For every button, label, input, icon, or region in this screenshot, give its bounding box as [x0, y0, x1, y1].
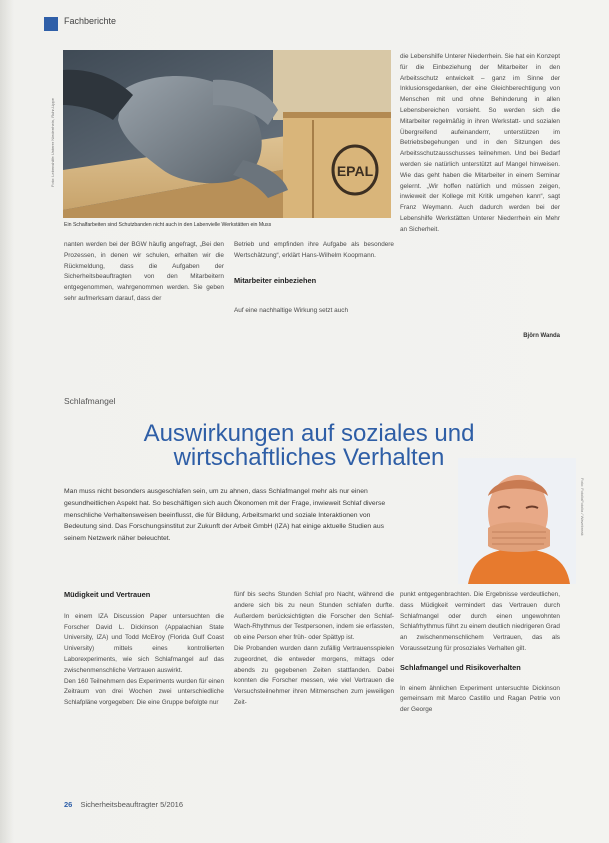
photo-credit-man: Foto: FotoliaFotolia / Wavebreak [580, 478, 585, 536]
pallet-gloves-illustration [63, 50, 391, 218]
col3-text: punkt entgegenbrachten. Die Ergebnisse verdeutlichen, dass Müdigkeit vermindert das Vertrauen durch Schlafmangel oder durch einen ungewohnten Schlafrhythmus führt zu einem deutlich niedrigeren Grad an zwischenmenschlichem Vertrauen, das als Voraussetzung für prosoziales Verhalten gilt. [400, 591, 560, 652]
col3-after: In einem ähnlichen Experiment untersuchte Dickinson gemeinsam mit Marco Castillo und Ragan Petrie von der George [400, 684, 560, 714]
page-footer [64, 800, 183, 809]
section-label: Fachberichte [64, 16, 117, 26]
publication-name: Sicherheitsbeauftragter 5/2016 [80, 800, 184, 809]
top-photo-caption: Ein Schalfarbeiten sind Schutzbanden nicht auch in den Labenvielle Werkstätten ein Muss [64, 222, 272, 228]
col1-text: In einem IZA Discussion Paper untersuchten die Forscher David L. Dickinson (Appalachian State University, IZA) und Todd McElroy (Florida Gulf Coast University) mittels eines kontrollierten Laborexperiments, wie sich Schlafmangel auf das zwischenmenschliche Vertrauen auswirkt. Den 160 Teilnehmern des Experiments wurden für einen Zeitraum von drei Wochen zwei unterschiedliche Schlafpläne vorgegeben: Die eine Gruppe befolgte nur [64, 612, 224, 707]
page-number: 26 [64, 800, 73, 809]
article-teaser: Man muss nicht besonders ausgeschlafen sein, um zu ahnen, dass Schlafmangel mehr als nur einen gesundheitlichen Aspekt hat. So beschäftigen sich auch Ökonomen mit der Frage, inwieweit Schlaf diverse menschliche Verhaltensweisen beeinflusst, die für Bildung, Arbeitsmarkt und soziale Interaktionen von Bedeutung sind. Das Forschungsinstitut zur Zukunft der Arbeit GmbH (IZA) hat einige aktuelle Studien aus seinem Netzwerk näher beleuchtet. [64, 488, 386, 543]
yawning-man-illustration [458, 458, 576, 584]
article-col3 [400, 590, 560, 780]
top-col3-text: die Lebenshilfe Unterer Niederrhein. Sie hat ein Konzept für die Einbeziehung der Mitarbeiter in den Arbeitsschutz entwickelt – ganz im Sinne der Inklusionsgedanken, der eine Gleichberechtigung von Menschen mit und ohne Behinderung in allen Lebensbereichen vorsieht. So werden sich die Mitarbeiter regelmäßig in ihren Werkstatt- und sozialen Übergreifend aufeinanderrr, unterstützen im Betriebsbegehungen und in den Sitzungen des Arbeitsschutzausschusses teilnehmen. Und bei Bedarf werden sie natürlich unterstützt auf Mangel hinweisen. Wie das geht haben die Mitarbeiter in einem Seminar gelernt. „Wir hoffen natürlich und müssen zeigen, inwieweit der Kollege mit Kritik umgehen kann“, sagt Franz Weymann. Auch dadurch werden bei der Lebenshilfe Werkstätten Unterer Niederrhein ein Mehr an Sicherheit. [400, 53, 560, 233]
top-article-col3 [400, 52, 560, 328]
top-col2-text: Betrieb und empfinden ihre Aufgabe als besondere Wertschätzung“, erklärt Hans-Wilhelm Koopmann. [234, 241, 394, 259]
article-col1 [64, 590, 224, 780]
col1-heading: Müdigkeit und Vertrauen [64, 590, 151, 599]
author-name: Björn Wanda [523, 333, 560, 339]
article-rubric: Schlafmangel [64, 396, 116, 406]
top-article-col1 [64, 240, 224, 338]
top-col2-heading: Mitarbeiter einbeziehen [234, 275, 317, 285]
pallet-mark: EPAL [336, 163, 374, 179]
top-photo [63, 50, 391, 218]
col3-heading: Schlafmangel und Risikoverhalten [400, 662, 521, 672]
top-photo-credit: Foto: Lebenshilfe Unterer Niederrhein, Ruhr-Lippe [50, 98, 55, 187]
top-col1-text: nanten werden bei der BGW häufig angefragt, „Bei den Prozessen, in denen wir schulen, erhalten wir die Rückmeldung, dass die Aufgaben der Sicherheitsbeauftragten von den Mitarbeitern entgegenommen, wahrgenommen werden. Sie geben sehr aufmerksam darauf, dass der [64, 241, 224, 302]
sleepy-man-photo [458, 458, 576, 584]
section-marker [44, 17, 58, 31]
top-col2-after: Auf eine nachhaltige Wirkung setzt auch [234, 307, 349, 315]
article-col2 [234, 590, 394, 780]
top-article-col2 [234, 240, 394, 317]
article-title: Auswirkungen auf soziales und wirtschaftliches Verhalten [143, 420, 475, 471]
col2-text: fünf bis sechs Stunden Schlaf pro Nacht, während die andere sich bis zu neun Stunden schlafen durfte. Außerdem berücksichtigten die Forscher den Schlaf-Wach-Rhythmus der Testpersonen, indem sie erfassten, ob eine Person eher früh- oder Spättyp ist. Die Probanden wurden dann zufällig Vertrauensspielen zugeordnet, die entweder morgens, mittags oder abends zu gegebenen Zeiten stattfanden. Dabei konnten die Forscher messen, wie viel Vertrauen die Versuchsteilnehmer ihren Mitmenschen zum jeweiligen Zeit- [234, 591, 394, 706]
